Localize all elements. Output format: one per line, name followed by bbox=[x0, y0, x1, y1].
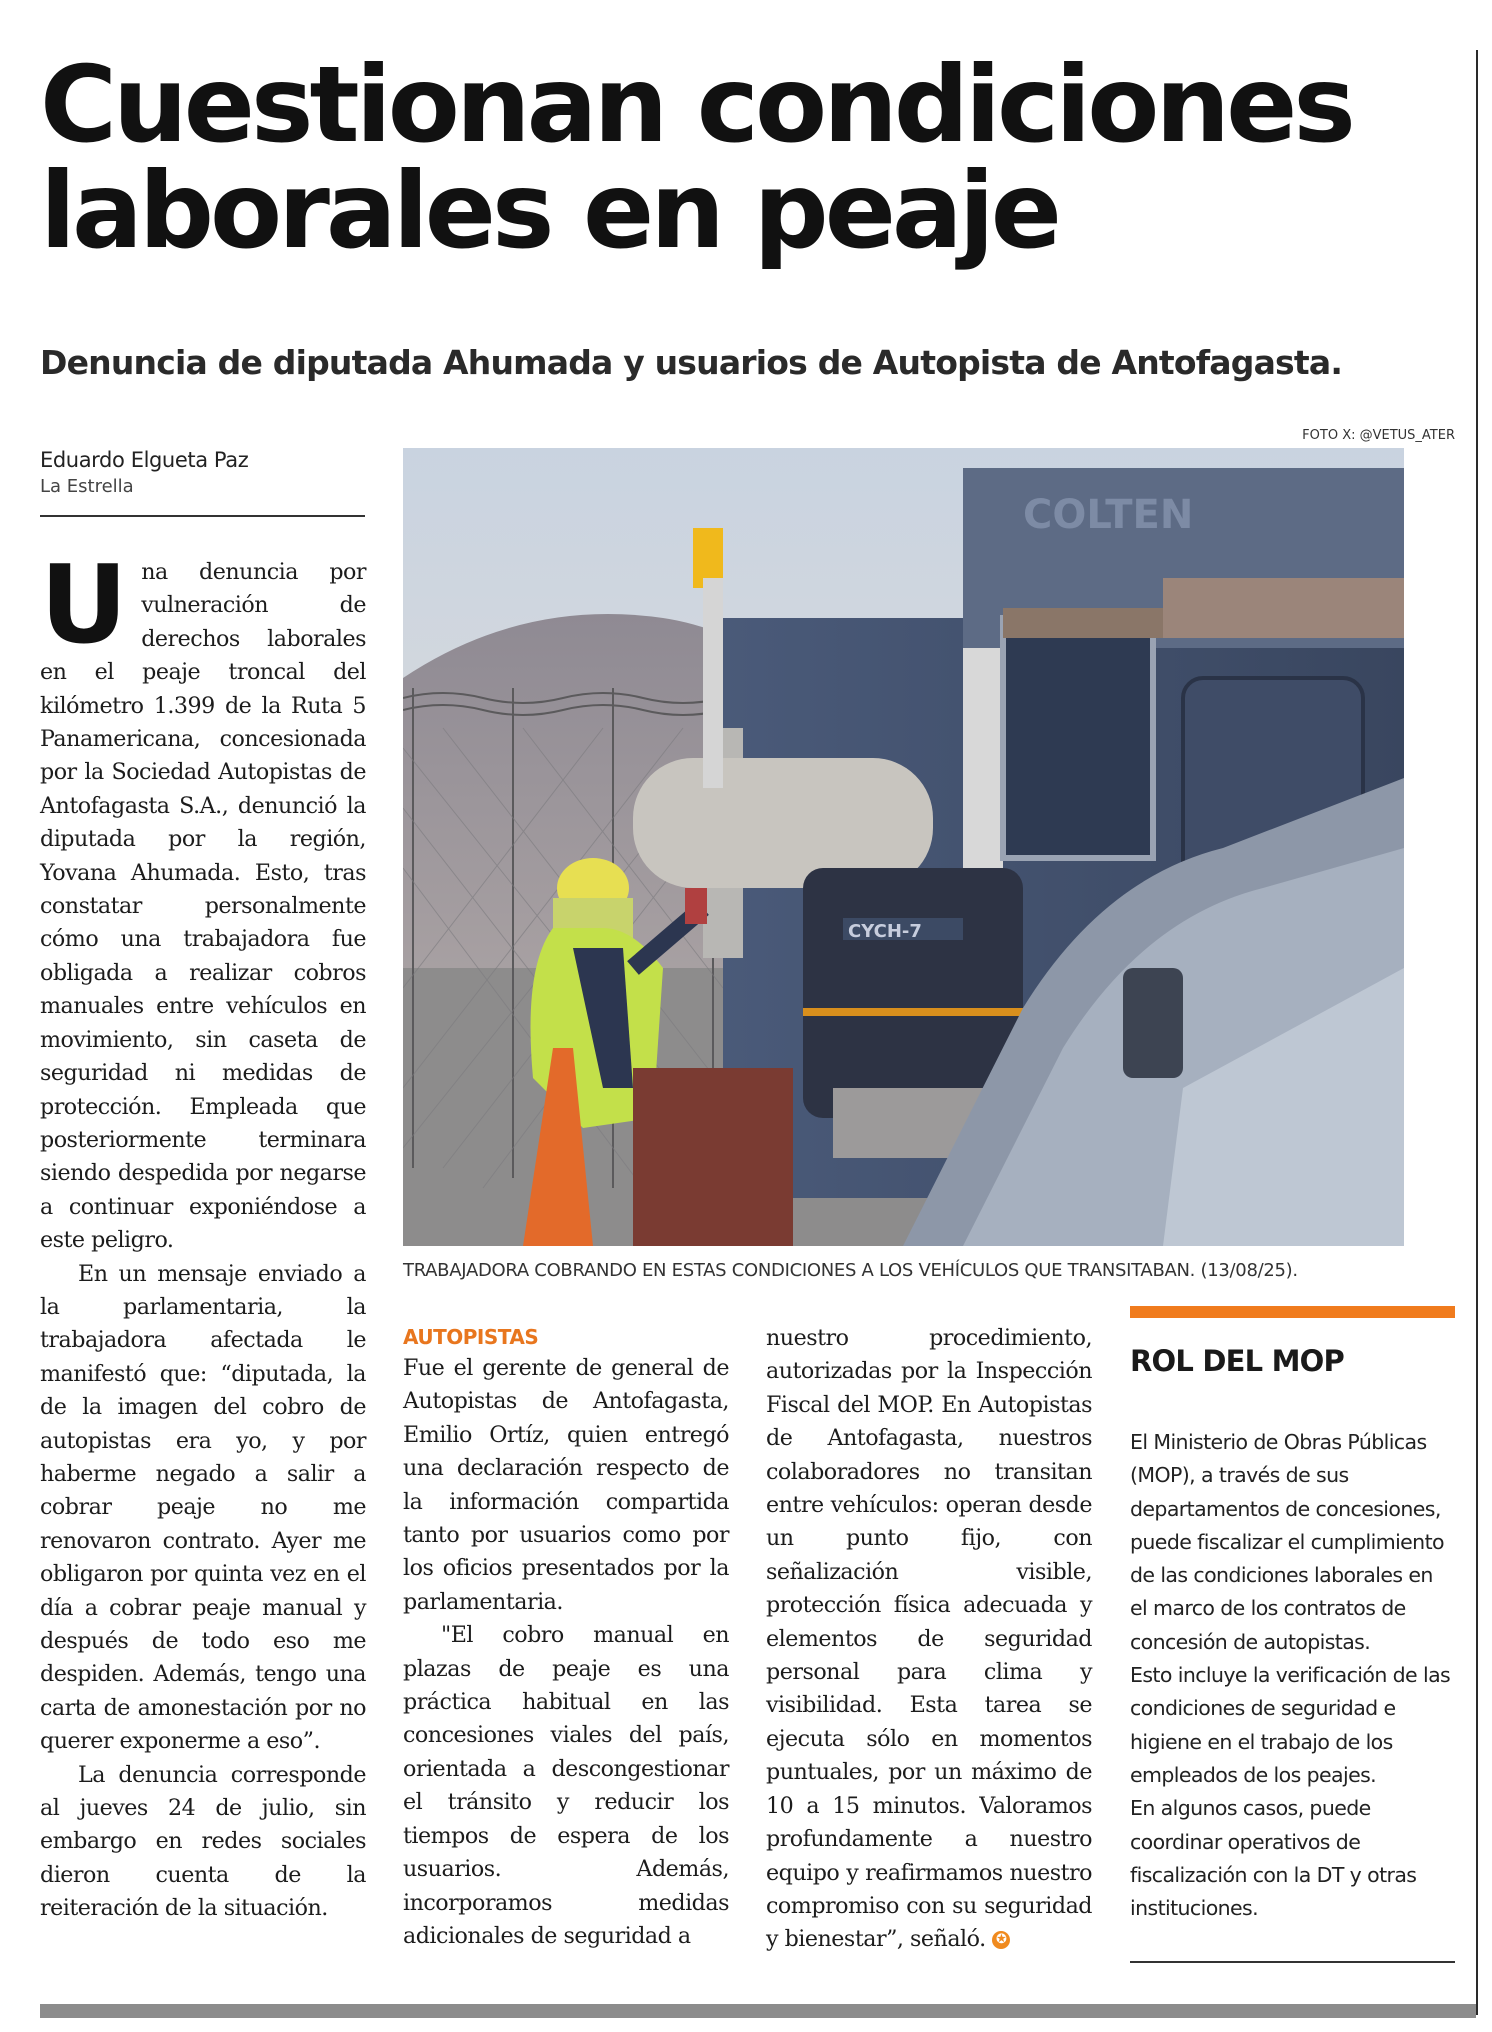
byline-divider bbox=[40, 515, 365, 517]
article-column-2 bbox=[403, 1322, 729, 1953]
photo-credit: FOTO X: @VETUS_ATER bbox=[1302, 428, 1455, 443]
article-paragraph-1 bbox=[40, 543, 366, 1258]
truck-name-text: COLTEN bbox=[1023, 492, 1194, 538]
sidebar-box bbox=[1130, 1306, 1455, 1963]
sidebar-text bbox=[1130, 1426, 1455, 1925]
article-paragraph-4: Fue el gerente de general de Autopistas de Antofagasta, Emilio Ortíz, quien entregó una declaración respecto de la información compartida tanto por usuarios como por los oficios presentados por la parlamentaria. bbox=[403, 1355, 729, 1615]
sidebar-paragraph-2: Esto incluye la verificación de las condiciones de seguridad e higiene en el trabajo de los empleados de los peajes. bbox=[1130, 1663, 1451, 1787]
truck-plate-text: CYCH-7 bbox=[848, 921, 922, 942]
article-paragraph-3: La denuncia corresponde al jueves 24 de julio, sin embargo en redes sociales dieron cuenta de la reiteración de la situación. bbox=[40, 1761, 366, 1922]
page-bottom-rule bbox=[40, 2004, 1476, 2018]
byline-outlet: La Estrella bbox=[40, 476, 134, 497]
sidebar-bottom-rule bbox=[1130, 1961, 1455, 1963]
article-column-1 bbox=[40, 543, 366, 1926]
section-kicker: AUTOPISTAS bbox=[403, 1325, 539, 1349]
paragraph-1-text: na denuncia por vulneración de derechos laborales en el peaje troncal del kilómetro 1.399 de la Ruta 5 Panamericana, concesionada por la Sociedad Autopistas de Antofagasta S.A., denunció la diputada por la región, Yovana Ahumada. Esto, tras constatar personalmente cómo una trabajadora fue obligada a realizar cobros manuales entre vehículos en movimiento, sin caseta de seguridad ni medidas de protección. Empleada que posteriormente terminara siendo despedida por negarse a continuar exponiéndose a este peligro. bbox=[40, 559, 366, 1254]
sidebar-accent-bar bbox=[1130, 1306, 1455, 1318]
byline-author: Eduardo Elgueta Paz bbox=[40, 448, 249, 472]
article-paragraph-2: En un mensaje enviado a la parlamentaria, la trabajadora afectada le manifestó que: “diputada, la de la imagen del cobro de autopistas era yo, y por haberme negado a salir a cobrar peaje no me renovaron contrato. Ayer me obligaron por quinta vez en el día a cobrar peaje manual y después de todo eso me despiden. Además, tengo una carta de amonestación por no querer exponerme a eso”. bbox=[40, 1260, 366, 1755]
article-photo bbox=[403, 448, 1404, 1246]
byline bbox=[40, 448, 370, 497]
end-mark-icon: ✪ bbox=[992, 1931, 1010, 1949]
headline: Cuestionan condiciones laborales en peaje bbox=[40, 44, 1352, 272]
article-column-3 bbox=[766, 1322, 1092, 1957]
sidebar-paragraph-3: En algunos casos, puede coordinar operativos de fiscalización con la DT y otras instituciones. bbox=[1130, 1796, 1417, 1921]
truck-toll-photo-icon bbox=[403, 448, 1404, 1246]
article-paragraph-6 bbox=[766, 1322, 1092, 1957]
sidebar-paragraph-1: El Ministerio de Obras Públicas (MOP), a través de sus departamentos de concesiones, puede fiscalizar el cumplimiento de las condiciones laborales en el marco de los contratos de concesión de autopistas. bbox=[1130, 1430, 1444, 1654]
article-paragraph-5: "El cobro manual en plazas de peaje es una práctica habitual en las concesiones viales del país, orientada a descongestionar el tránsito y reducir los tiempos de espera de los usuarios. Además, incorporamos medidas adicionales de seguridad a bbox=[403, 1622, 729, 1949]
photo-caption: TRABAJADORA COBRANDO EN ESTAS CONDICIONES A LOS VEHÍCULOS QUE TRANSITABAN. (13/08/25). bbox=[403, 1260, 1298, 1281]
sidebar-title: ROL DEL MOP bbox=[1130, 1344, 1344, 1378]
subheadline: Denuncia de diputada Ahumada y usuarios de Autopista de Antofagasta. bbox=[40, 343, 1343, 382]
paragraph-6-text: nuestro procedimiento, autorizadas por la Inspección Fiscal del MOP. En Autopistas de Antofagasta, nuestros colaboradores no transitan entre vehículos: operan desde un punto fijo, con señalización visible, protección física adecuada y elementos de seguridad personal para clima y visibilidad. Esta tarea se ejecuta sólo en momentos puntuales, por un máximo de 10 a 15 minutos. Valoramos profundamente a nuestro equipo y reafirmamos nuestro compromiso con su seguridad y bienestar”, señaló. bbox=[766, 1325, 1092, 1953]
drop-cap: U bbox=[40, 543, 128, 668]
page-right-rule bbox=[1476, 50, 1478, 2015]
